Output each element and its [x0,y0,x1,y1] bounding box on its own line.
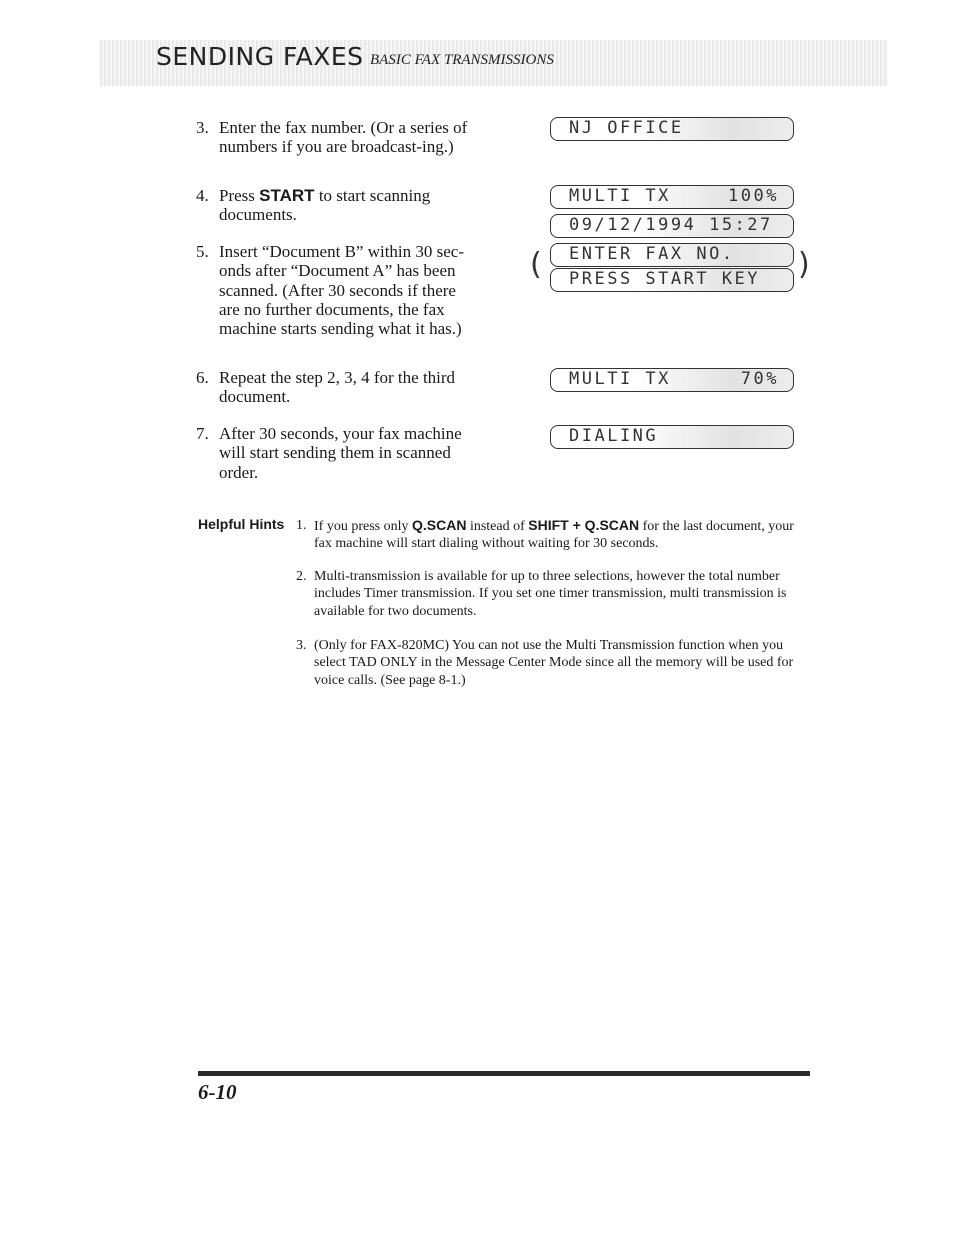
step-number: 6. [196,368,209,387]
step-4 [196,186,482,226]
lcd-text: DIALING [569,426,659,446]
hint-number: 3. [296,638,307,653]
lcd-text: MULTI TX [569,369,671,389]
step-6 [196,368,482,408]
hint-text: Multi-transmission is available for up to three selections, however the total number includes Timer transmission. If you set one timer transmission, multi transmission is available for two documents. [314,569,787,619]
lcd-press-start-key [550,268,794,292]
cycle-arrow-right-icon: ) [798,247,810,282]
hint-text-part: If you press only [314,519,412,534]
step-text: Insert “Document B” within 30 sec-onds after “Document A” has been scanned. (After 30 seconds if there are no further documents, the fax machine starts sending what it has.) [219,242,465,339]
lcd-nj-office [550,117,794,141]
hint-number: 2. [296,569,307,584]
lcd-enter-fax-no [550,243,794,267]
step-text-part: Press [219,186,260,205]
lcd-percent: 70% [740,369,779,389]
step-number: 7. [196,424,209,443]
lcd-multi-tx-100 [550,185,794,209]
page-number: 6-10 [198,1080,237,1104]
lcd-text: 09/12/1994 15:27 [569,215,773,235]
lcd-text: MULTI TX [569,186,671,206]
hint-number: 1. [296,518,307,533]
lcd-text: PRESS START KEY [569,269,761,289]
lcd-multi-tx-70 [550,368,794,392]
step-text: Enter the fax number. (Or a series of numbers if you are broadcast-ing.) [219,118,468,157]
cycle-arrow-left-icon: ( [530,247,542,282]
step-number: 5. [196,242,209,261]
step-5 [196,242,482,362]
key-shift-q-scan: SHIFT + Q.SCAN [528,517,640,533]
step-text: Repeat the step 2, 3, 4 for the third document. [219,368,456,407]
helpful-hints-label: Helpful Hints [198,516,285,532]
step-7 [196,424,482,484]
footer-rule [198,1071,810,1076]
section-subtitle: BASIC FAX TRANSMISSIONS [370,52,554,68]
hint-text: (Only for FAX-820MC) You can not use the Multi Transmission function when you select TAD ONLY in the Message Center Mode since all the memory will be used for voice calls. (See page 8-1.) [314,638,794,688]
step-number: 4. [196,186,209,205]
lcd-text: NJ OFFICE [569,118,684,138]
section-title: SENDING FAXES [156,42,364,71]
step-text: After 30 seconds, your fax machine will start sending them in scanned order. [219,424,462,482]
step-3 [196,118,482,178]
hint-2 [296,568,816,622]
hint-text [314,517,814,553]
step-text-part: to start scanning documents. [219,186,431,225]
key-start: START [259,186,315,205]
lcd-percent: 100% [728,186,779,206]
hint-3 [296,637,816,691]
lcd-dialing [550,425,794,449]
lcd-datetime [550,214,794,238]
hint-text-part: for the last document, your fax machine will start dialing without waiting for 30 seconds. [314,519,794,552]
hint-text-part: instead of [466,519,529,534]
key-q-scan: Q.SCAN [412,517,467,533]
hint-1 [296,517,816,553]
step-text [219,186,479,225]
step-number: 3. [196,118,209,137]
lcd-text: ENTER FAX NO. [569,244,735,264]
